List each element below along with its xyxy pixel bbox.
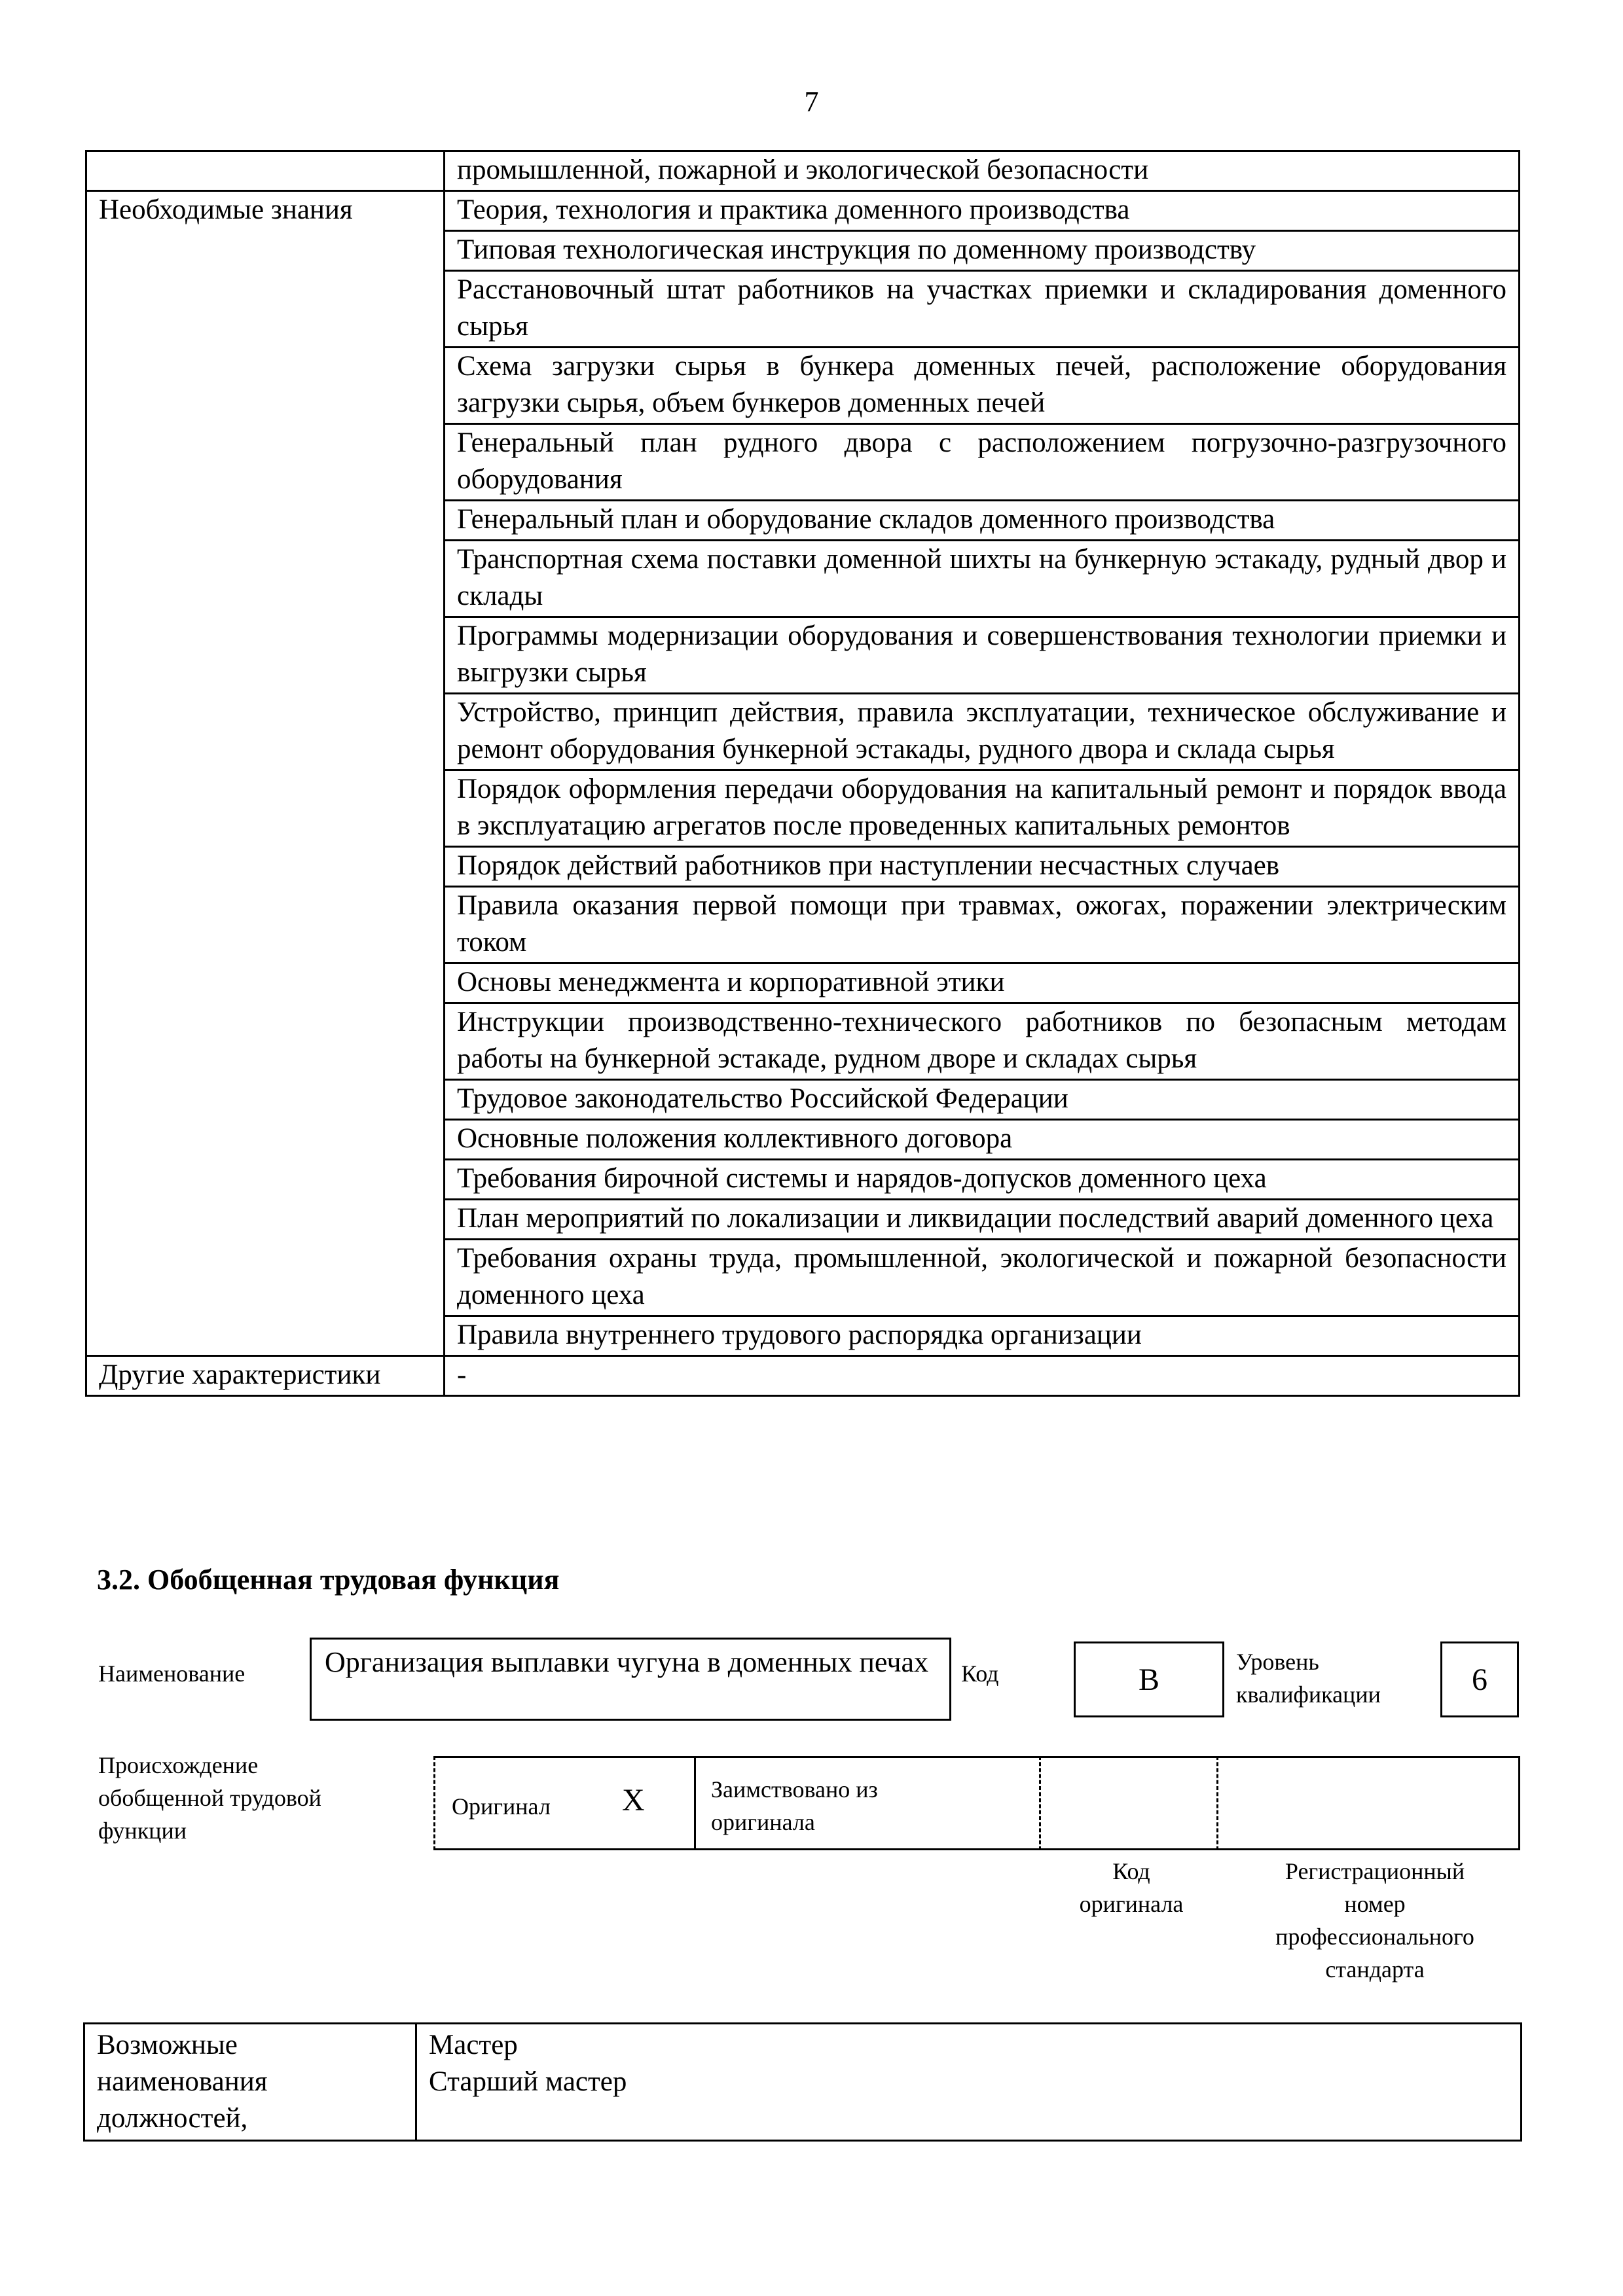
caption-code [1040,1855,1223,1920]
caption-reg-line-4: стандарта [1325,1956,1425,1982]
origin-label-1: Происхождение [98,1752,259,1778]
table-row [86,151,1520,191]
origin-divider-2 [1039,1756,1041,1850]
caption-reg-number [1231,1855,1519,1986]
knowledge-item: Правила оказания первой помощи при травмах, ожогах, поражении электрическим током [445,887,1520,963]
knowledge-item: Устройство, принцип действия, правила эксплуатации, техническое обслуживание и ремонт оборудования бункерной эстакады, рудного двора и склада сырья [445,694,1520,770]
knowledge-item: Схема загрузки сырья в бункера доменных печей, расположение оборудования загрузки сырья, объем бункеров доменных печей [445,348,1520,424]
knowledge-item: Основы менеджмента и корпоративной этики [445,963,1520,1003]
positions-label-1: Возможные [97,2030,238,2060]
table-row [84,2024,1522,2141]
knowledge-item: Основные положения коллективного договора [445,1120,1520,1160]
level-value-box: 6 [1440,1641,1519,1717]
origin-label-3: функции [98,1818,187,1844]
origin-divider-right [1518,1756,1520,1850]
other-label-cell: Другие характеристики [86,1356,445,1396]
knowledge-item: Типовая технологическая инструкция по доменному производству [445,231,1520,271]
original-label: Оригинал [452,1793,551,1820]
origin-divider-left [433,1756,435,1850]
positions-label-3: должностей, [97,2103,248,2134]
position-item: Мастер [429,2030,518,2060]
code-label: Код [961,1660,999,1687]
knowledge-item: Транспортная схема поставки доменной шихты на бункерную эстакаду, рудный двор и склады [445,541,1520,617]
positions-label-cell [84,2024,416,2141]
knowledge-item: Программы модернизации оборудования и совершенствования технологии приемки и выгрузки сырья [445,617,1520,694]
positions-label-2: наименования [97,2066,268,2097]
caption-reg-line-3: профессионального [1275,1924,1474,1950]
knowledge-item: Порядок действий работников при наступлении несчастных случаев [445,847,1520,887]
level-label-2: квалификации [1236,1681,1381,1708]
borrowed-label-1: Заимствовано из [711,1776,878,1803]
origin-table [433,1756,1520,1850]
table-row [86,191,1520,231]
knowledge-item: Требования охраны труда, промышленной, экологической и пожарной безопасности доменного цеха [445,1240,1520,1316]
section-title: 3.2. Обобщенная трудовая функция [97,1564,560,1596]
knowledge-item: Требования бирочной системы и нарядов-допусков доменного цеха [445,1160,1520,1200]
caption-reg-line-2: номер [1344,1891,1406,1917]
name-label: Наименование [98,1660,246,1687]
positions-values-cell [416,2024,1522,2141]
knowledge-item: Порядок оформления передачи оборудования на капитальный ремонт и порядок ввода в эксплуатацию агрегатов после проведенных капитальных ремонтов [445,770,1520,847]
knowledge-item: Правила внутреннего трудового распорядка организации [445,1316,1520,1356]
caption-code-line-2: оригинала [1079,1891,1184,1917]
knowledge-table [85,150,1520,1397]
knowledge-item: Трудовое законодательство Российской Федерации [445,1080,1520,1120]
origin-divider-1 [694,1756,696,1850]
position-item: Старший мастер [429,2066,627,2097]
other-value-cell: - [445,1356,1520,1396]
knowledge-item: Инструкции производственно-технического работников по безопасным методам работы на бункерной эстакаде, рудном дворе и складах сырья [445,1003,1520,1080]
knowledge-item: Расстановочный штат работников на участках приемки и складирования доменного сырья [445,271,1520,348]
original-mark: X [622,1783,645,1818]
caption-reg-line-1: Регистрационный [1285,1858,1465,1884]
origin-table-top-border [433,1756,1520,1758]
borrowed-label-2: оригинала [711,1809,815,1835]
origin-label-2: обобщенной трудовой [98,1785,321,1811]
knowledge-item: Генеральный план и оборудование складов доменного производства [445,501,1520,541]
table-cell-continuation: промышленной, пожарной и экологической безопасности [445,151,1520,191]
positions-table [83,2022,1522,2142]
knowledge-item: План мероприятий по локализации и ликвидации последствий аварий доменного цеха [445,1200,1520,1240]
origin-divider-3 [1216,1756,1218,1850]
knowledge-item: Генеральный план рудного двора с расположением погрузочно-разгрузочного оборудования [445,424,1520,501]
code-value-box: B [1074,1641,1224,1717]
level-label-1: Уровень [1236,1649,1319,1675]
knowledge-item: Теория, технология и практика доменного производства [445,191,1520,231]
table-row [86,1356,1520,1396]
knowledge-label-cell: Необходимые знания [86,191,445,1356]
origin-table-bottom-border [433,1848,1520,1850]
page-number: 7 [804,86,819,118]
caption-code-line-1: Код [1112,1858,1150,1884]
table-cell-empty [86,151,445,191]
function-name-box: Организация выплавки чугуна в доменных печах [310,1638,951,1721]
